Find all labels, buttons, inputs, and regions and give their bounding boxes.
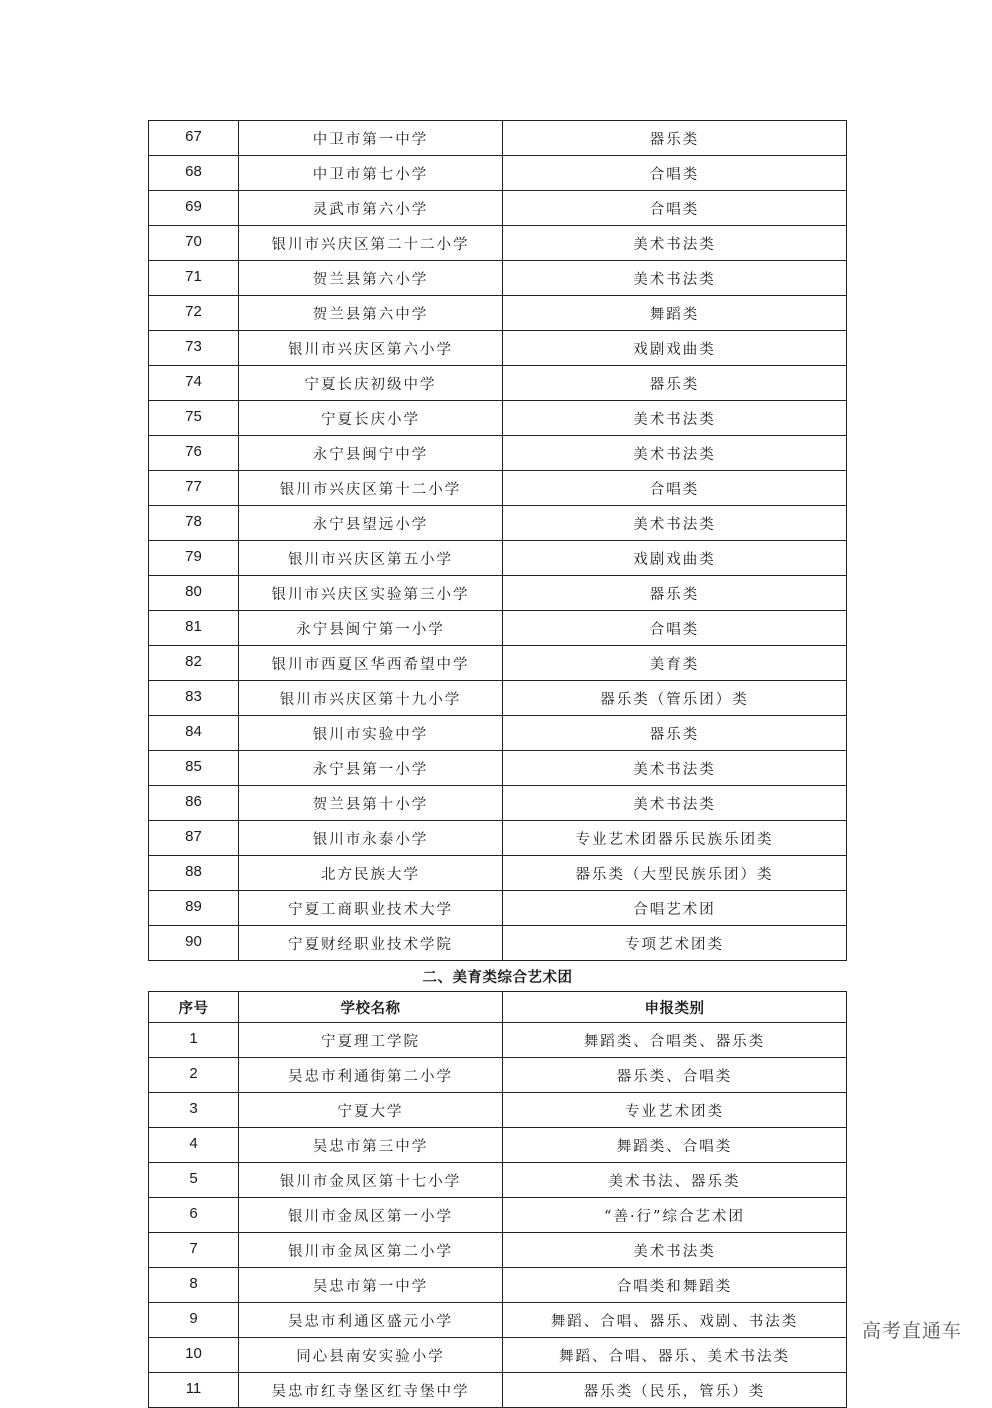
category: 美术书法类 bbox=[503, 751, 847, 786]
row-number: 10 bbox=[149, 1338, 239, 1373]
table-row bbox=[149, 156, 847, 191]
row-number: 76 bbox=[149, 436, 239, 471]
school-name: 银川市金凤区第一小学 bbox=[239, 1198, 503, 1233]
row-number: 81 bbox=[149, 611, 239, 646]
category: 合唱类 bbox=[503, 156, 847, 191]
header-row bbox=[149, 992, 847, 1023]
row-number: 3 bbox=[149, 1093, 239, 1128]
row-number: 79 bbox=[149, 541, 239, 576]
category: 美术书法类 bbox=[503, 436, 847, 471]
category: 戏剧戏曲类 bbox=[503, 331, 847, 366]
table-row bbox=[149, 1128, 847, 1163]
section2-title-row bbox=[149, 961, 847, 992]
category: 戏剧戏曲类 bbox=[503, 541, 847, 576]
category: 器乐类 bbox=[503, 716, 847, 751]
row-number: 84 bbox=[149, 716, 239, 751]
school-name: 银川市西夏区华西希望中学 bbox=[239, 646, 503, 681]
table-row bbox=[149, 681, 847, 716]
row-number: 74 bbox=[149, 366, 239, 401]
category: 专业艺术团类 bbox=[503, 1093, 847, 1128]
category: 器乐类（民乐，管乐）类 bbox=[503, 1373, 847, 1408]
table-row bbox=[149, 1373, 847, 1408]
category: 舞蹈类 bbox=[503, 296, 847, 331]
table-row bbox=[149, 366, 847, 401]
row-number: 86 bbox=[149, 786, 239, 821]
row-number: 80 bbox=[149, 576, 239, 611]
table-row bbox=[149, 716, 847, 751]
category: 美术书法、器乐类 bbox=[503, 1163, 847, 1198]
school-name: 银川市兴庆区第十九小学 bbox=[239, 681, 503, 716]
table-row bbox=[149, 506, 847, 541]
table-row bbox=[149, 401, 847, 436]
table-row bbox=[149, 891, 847, 926]
category: 合唱类和舞蹈类 bbox=[503, 1268, 847, 1303]
table-row bbox=[149, 1268, 847, 1303]
row-number: 67 bbox=[149, 121, 239, 156]
header-school: 学校名称 bbox=[239, 992, 503, 1023]
category: 器乐类、合唱类 bbox=[503, 1058, 847, 1093]
table-row bbox=[149, 1058, 847, 1093]
school-name: 宁夏大学 bbox=[239, 1093, 503, 1128]
school-name: 永宁县望远小学 bbox=[239, 506, 503, 541]
school-name: 贺兰县第六中学 bbox=[239, 296, 503, 331]
school-name: 宁夏财经职业技术学院 bbox=[239, 926, 503, 961]
category: 合唱类 bbox=[503, 611, 847, 646]
category: 美术书法类 bbox=[503, 401, 847, 436]
row-number: 71 bbox=[149, 261, 239, 296]
category: “善·行”综合艺术团 bbox=[503, 1198, 847, 1233]
table-row bbox=[149, 926, 847, 961]
row-number: 73 bbox=[149, 331, 239, 366]
row-number: 9 bbox=[149, 1303, 239, 1338]
row-number: 77 bbox=[149, 471, 239, 506]
category: 美术书法类 bbox=[503, 226, 847, 261]
school-name: 贺兰县第十小学 bbox=[239, 786, 503, 821]
category: 舞蹈、合唱、器乐、美术书法类 bbox=[503, 1338, 847, 1373]
section1-body bbox=[149, 121, 847, 961]
row-number: 88 bbox=[149, 856, 239, 891]
table-row bbox=[149, 786, 847, 821]
category: 美术书法类 bbox=[503, 1233, 847, 1268]
table-row bbox=[149, 261, 847, 296]
category: 器乐类 bbox=[503, 121, 847, 156]
table-row bbox=[149, 331, 847, 366]
school-name: 银川市实验中学 bbox=[239, 716, 503, 751]
category: 美术书法类 bbox=[503, 786, 847, 821]
school-name: 永宁县闽宁第一小学 bbox=[239, 611, 503, 646]
table-row bbox=[149, 471, 847, 506]
table-row bbox=[149, 646, 847, 681]
header-no: 序号 bbox=[149, 992, 239, 1023]
school-name: 吴忠市红寺堡区红寺堡中学 bbox=[239, 1373, 503, 1408]
section2-body bbox=[149, 1023, 847, 1408]
category: 专业艺术团器乐民族乐团类 bbox=[503, 821, 847, 856]
row-number: 90 bbox=[149, 926, 239, 961]
table-row bbox=[149, 191, 847, 226]
category: 合唱艺术团 bbox=[503, 891, 847, 926]
school-name: 同心县南安实验小学 bbox=[239, 1338, 503, 1373]
table-row bbox=[149, 541, 847, 576]
table-row bbox=[149, 611, 847, 646]
row-number: 78 bbox=[149, 506, 239, 541]
school-name: 银川市兴庆区实验第三小学 bbox=[239, 576, 503, 611]
school-name: 吴忠市第一中学 bbox=[239, 1268, 503, 1303]
table-row bbox=[149, 576, 847, 611]
category: 合唱类 bbox=[503, 191, 847, 226]
category: 器乐类（管乐团）类 bbox=[503, 681, 847, 716]
table-row bbox=[149, 1198, 847, 1233]
school-name: 银川市兴庆区第十二小学 bbox=[239, 471, 503, 506]
school-name: 宁夏理工学院 bbox=[239, 1023, 503, 1058]
school-name: 贺兰县第六小学 bbox=[239, 261, 503, 296]
schools-table bbox=[148, 120, 847, 1408]
school-name: 宁夏工商职业技术大学 bbox=[239, 891, 503, 926]
table-row bbox=[149, 436, 847, 471]
table-row bbox=[149, 1163, 847, 1198]
school-name: 银川市金凤区第二小学 bbox=[239, 1233, 503, 1268]
school-name: 中卫市第七小学 bbox=[239, 156, 503, 191]
school-name: 吴忠市第三中学 bbox=[239, 1128, 503, 1163]
category: 器乐类 bbox=[503, 576, 847, 611]
category: 器乐类（大型民族乐团）类 bbox=[503, 856, 847, 891]
category: 舞蹈类、合唱类 bbox=[503, 1128, 847, 1163]
row-number: 8 bbox=[149, 1268, 239, 1303]
school-name: 宁夏长庆初级中学 bbox=[239, 366, 503, 401]
table-row bbox=[149, 1233, 847, 1268]
section2-title: 二、美育类综合艺术团 bbox=[149, 961, 847, 992]
row-number: 69 bbox=[149, 191, 239, 226]
school-name: 中卫市第一中学 bbox=[239, 121, 503, 156]
row-number: 6 bbox=[149, 1198, 239, 1233]
row-number: 68 bbox=[149, 156, 239, 191]
table-row bbox=[149, 821, 847, 856]
school-name: 灵武市第六小学 bbox=[239, 191, 503, 226]
row-number: 7 bbox=[149, 1233, 239, 1268]
row-number: 85 bbox=[149, 751, 239, 786]
row-number: 75 bbox=[149, 401, 239, 436]
table-row bbox=[149, 1093, 847, 1128]
school-name: 宁夏长庆小学 bbox=[239, 401, 503, 436]
table-row bbox=[149, 856, 847, 891]
category: 专项艺术团类 bbox=[503, 926, 847, 961]
category: 美育类 bbox=[503, 646, 847, 681]
school-name: 银川市兴庆区第六小学 bbox=[239, 331, 503, 366]
school-name: 银川市兴庆区第五小学 bbox=[239, 541, 503, 576]
table-row bbox=[149, 1303, 847, 1338]
school-name: 银川市永泰小学 bbox=[239, 821, 503, 856]
category: 舞蹈、合唱、器乐、戏剧、书法类 bbox=[503, 1303, 847, 1338]
row-number: 82 bbox=[149, 646, 239, 681]
school-name: 永宁县第一小学 bbox=[239, 751, 503, 786]
category: 美术书法类 bbox=[503, 506, 847, 541]
category: 合唱类 bbox=[503, 471, 847, 506]
category: 舞蹈类、合唱类、器乐类 bbox=[503, 1023, 847, 1058]
table-row bbox=[149, 1338, 847, 1373]
table-row bbox=[149, 121, 847, 156]
watermark-text: 高考直通车 bbox=[861, 1320, 962, 1342]
school-name: 永宁县闽宁中学 bbox=[239, 436, 503, 471]
school-name: 吴忠市利通街第二小学 bbox=[239, 1058, 503, 1093]
school-name: 银川市兴庆区第二十二小学 bbox=[239, 226, 503, 261]
section2-title-body bbox=[149, 961, 847, 1023]
row-number: 70 bbox=[149, 226, 239, 261]
table-row bbox=[149, 296, 847, 331]
school-name: 银川市金凤区第十七小学 bbox=[239, 1163, 503, 1198]
row-number: 83 bbox=[149, 681, 239, 716]
row-number: 5 bbox=[149, 1163, 239, 1198]
school-name: 北方民族大学 bbox=[239, 856, 503, 891]
row-number: 2 bbox=[149, 1058, 239, 1093]
table-row bbox=[149, 226, 847, 261]
row-number: 11 bbox=[149, 1373, 239, 1408]
school-name: 吴忠市利通区盛元小学 bbox=[239, 1303, 503, 1338]
row-number: 89 bbox=[149, 891, 239, 926]
row-number: 4 bbox=[149, 1128, 239, 1163]
row-number: 87 bbox=[149, 821, 239, 856]
table-row bbox=[149, 751, 847, 786]
category: 美术书法类 bbox=[503, 261, 847, 296]
category: 器乐类 bbox=[503, 366, 847, 401]
header-category: 申报类别 bbox=[503, 992, 847, 1023]
row-number: 72 bbox=[149, 296, 239, 331]
row-number: 1 bbox=[149, 1023, 239, 1058]
table-row bbox=[149, 1023, 847, 1058]
